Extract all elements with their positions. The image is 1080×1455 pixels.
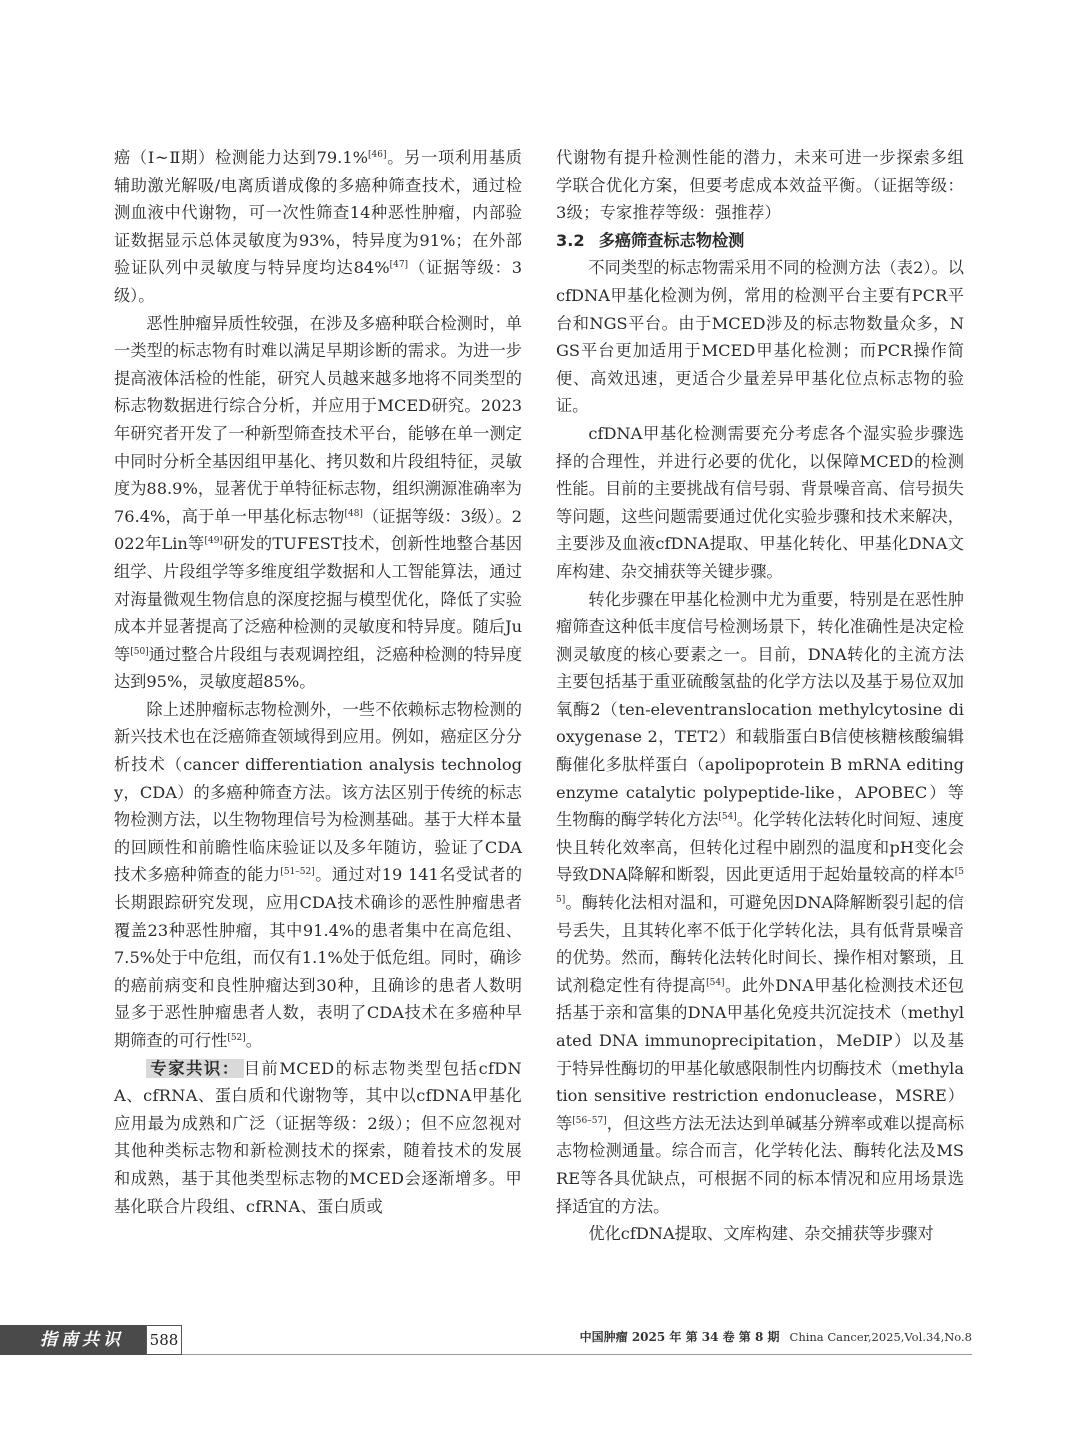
right-column xyxy=(556,144,964,1248)
paragraph-multi-omics: 恶性肿瘤异质性较强，在涉及多癌种联合检测时，单一类型的标志物有时难以满足早期诊断的需求。为进一步提高液体活检的性能，研究人员越来越多地将不同类型的标志物数据进行综合分析，并应用于MCED研究。2023年研究者开发了一种新型筛查技术平台，能够在单一测定中同时分析全基因组甲基化、拷贝数和片段组特征，灵敏度为88.9%，显著优于单特征标志物，组织溯源准确率为76.4%，高于单一甲基化标志物[48]（证据等级：3级）。2022年Lin等[49]研发的TUFEST技术，创新性地整合基因组学、片段组学等多维度组学数据和人工智能算法，通过对海量微观生物信息的深度挖掘与模型优化，降低了实验成本并显著提高了泛癌种检测的灵敏度和特异度。随后Ju等[50]通过整合片段组与表观调控组，泛癌种检测的特异度达到95%，灵敏度超85%。 xyxy=(114,313,523,692)
expert-consensus: 专家共识： 目前MCED的标志物类型包括cfDNA、cfRNA、蛋白质和代谢物等，其中以cfDNA甲基化应用最为成熟和广泛（证据等级：2级）；但不应忽视对其他种类标志物和新检测技术的探索，随着技术的发展和成熟，基于其他类型标志物的MCED会逐渐增多。甲基化联合片段组、cfRNA、蛋白质或 xyxy=(114,1058,522,1216)
citation-56-57[interactable]: [56–57] xyxy=(572,1115,607,1126)
section-tab: 指南共识 xyxy=(0,1325,146,1355)
citation-55[interactable]: [55] xyxy=(556,867,964,906)
journal-info xyxy=(580,1328,972,1345)
paragraph-conversion: 转化步骤在甲基化检测中尤为重要，特别是在恶性肿瘤筛查这种低丰度信号检测场景下，转化准确性是决定检测灵敏度的核心要素之一。目前，DNA转化的主流方法主要包括基于重亚硫酸氢盐的化学方法以及基于易位双加氧酶2（ten-eleventranslocation methylcytosine dioxygenase 2，TET2）和载脂蛋白B信使核糖核酸编辑酶催化多肽样蛋白（apolipoprotein B mRNA editing enzyme catalytic polypeptide-like，APOBEC）等生物酶的酶学转化方法[54]。化学转化法转化时间短、速度快且转化效率高，但转化过程中剧烈的温度和pH变化会导致DNA降解和断裂，因此更适用于起始量较高的样本[55]。酶转化法相对温和，可避免因DNA降解断裂引起的信号丢失，且其转化率不低于化学转化法，具有低背景噪音的优势。然而，酶转化法转化时间长、操作相对繁琐，且试剂稳定性有待提高[54]。此外DNA甲基化检测技术还包括基于亲和富集的DNA甲基化免疫共沉淀技术（methylated DNA immunoprecipitation，MeDIP）以及基于特异性酶切的甲基化敏感限制性内切酶技术（methylation sensitive restriction endonuclease，MSRE）等[56–57]，但这些方法无法达到单碱基分辨率或难以提高标志物检测通量。综合而言，化学转化法、酶转化法及MSRE等各具优缺点，可根据不同的标本情况和应用场景选择适宜的方法。 xyxy=(556,589,965,1216)
footer-divider xyxy=(182,1354,972,1355)
paragraph-detection-platforms: 不同类型的标志物需采用不同的检测方法（表2）。以cfDNA甲基化检测为例，常用的检测平台主要有PCR平台和NGS平台。由于MCED涉及的标志物数量众多，NGS平台更加适用于MCED甲基化检测；而PCR操作简便、高效迅速，更适合少量差异甲基化位点标志物的验证。 xyxy=(556,258,964,416)
consensus-continuation: 代谢物有提升检测性能的潜力，未来可进一步探索多组学联合优化方案，但要考虑成本效益平衡。（证据等级：3级；专家推荐等级：强推荐） xyxy=(556,148,964,223)
section-title: 多癌筛查标志物检测 xyxy=(598,230,745,250)
paragraph-optimization: 优化cfDNA提取、文库构建、杂交捕获等步骤对 xyxy=(588,1224,934,1244)
citation-50[interactable]: [50] xyxy=(130,646,149,657)
citation-54[interactable]: [54] xyxy=(718,812,737,823)
section-number: 3.2 xyxy=(556,230,585,250)
citation-51-52[interactable]: [51–52] xyxy=(280,867,315,878)
citation-49[interactable]: [49] xyxy=(204,536,223,547)
paragraph-continuation: 癌（Ⅰ~Ⅱ期）检测能力达到79.1%[46]。另一项利用基质辅助激光解吸/电离质谱成像的多癌种筛查技术，通过检测血液中代谢物，可一次性筛查14种恶性肿瘤，内部验证数据显示总体灵敏度为93%，特异度为91%；在外部验证队列中灵敏度与特异度均达84%[47]（证据等级：3级）。 xyxy=(114,148,522,305)
journal-name-en: China Cancer,2025,Vol.34,No.8 xyxy=(789,1330,972,1344)
citation-46[interactable]: [46] xyxy=(368,150,387,160)
consensus-label: 专家共识： xyxy=(146,1059,243,1078)
page-number: 588 xyxy=(146,1325,182,1355)
citation-47[interactable]: [47] xyxy=(389,260,409,271)
paragraph-cda: 除上述肿瘤标志物检测外，一些不依赖标志物检测的新兴技术也在泛癌筛查领域得到应用。例如，癌症区分分析技术（cancer differentiation analysis technology，CDA）的多癌种筛查方法。该方法区别于传统的标志物检测方法，以生物物理信号为检测基础。基于大样本量的回顾性和前瞻性临床验证以及多年随访，验证了CDA技术多癌种筛查的能力[51–52]。通过对19 141名受试者的长期跟踪研究发现，应用CDA技术确诊的恶性肿瘤患者覆盖23种恶性肿瘤，其中91.4%的患者集中在高危组、7.5%处于中危组，而仅有1.1%处于低危组。同时，确诊的癌前病变和良性肿瘤达到30种，且确诊的患者人数明显多于恶性肿瘤患者人数，表明了CDA技术在多癌种早期筛查的可行性[52]。 xyxy=(114,699,523,1050)
section-heading xyxy=(556,227,964,255)
citation-48[interactable]: [48] xyxy=(344,508,363,519)
left-column xyxy=(114,144,522,1220)
journal-name-cn: 中国肿瘤 2025 年 第 34 卷 第 8 期 xyxy=(579,1330,780,1344)
citation-52[interactable]: [52] xyxy=(227,1033,246,1043)
paragraph-wet-lab-steps: cfDNA甲基化检测需要充分考虑各个湿实验步骤选择的合理性，并进行必要的优化，以保障MCED的检测性能。目前的主要挑战有信号弱、背景噪音高、信号损失等问题，这些问题需要通过优化实验步骤和技术来解决，主要涉及血液cfDNA提取、甲基化转化、甲基化DNA文库构建、杂交捕获等关键步骤。 xyxy=(556,423,964,581)
citation-54-b[interactable]: [54] xyxy=(706,977,725,988)
